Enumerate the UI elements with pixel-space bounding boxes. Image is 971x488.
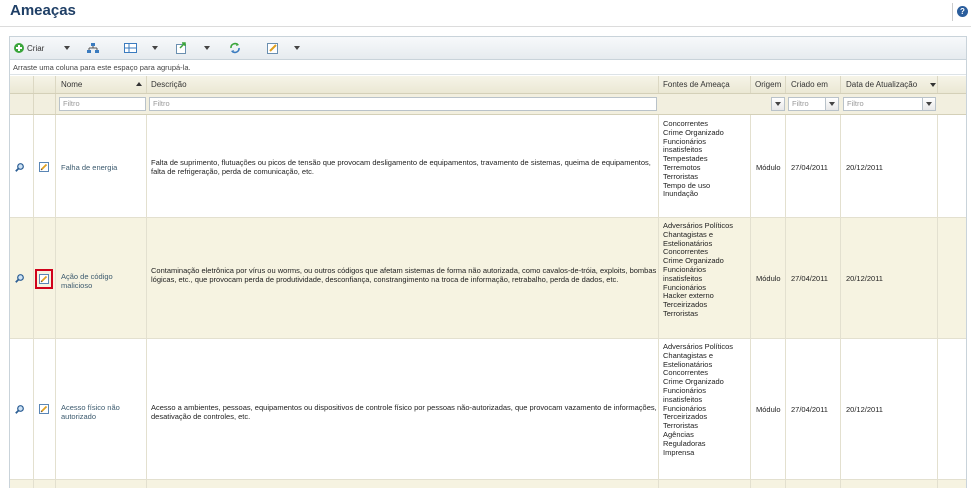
source-item: Terremotos — [663, 162, 701, 172]
source-item: Hacker externo — [663, 291, 714, 301]
create-button-label: Criar — [27, 43, 45, 53]
chevron-down-icon — [294, 46, 300, 50]
view-details-icon[interactable] — [15, 405, 24, 414]
create-dropdown-button[interactable] — [64, 41, 70, 55]
filter-edit-col — [34, 94, 56, 114]
chevron-down-icon — [64, 46, 70, 50]
threat-origin: Módulo — [756, 163, 781, 172]
created-date: 27/04/2011 — [791, 405, 828, 414]
columns-dropdown-button[interactable] — [152, 41, 158, 55]
source-item: Tempo de uso — [663, 180, 711, 190]
export-icon — [176, 42, 187, 54]
view-details-icon[interactable] — [15, 163, 24, 172]
source-item: insatisfeitos — [663, 394, 703, 404]
filter-nome-input[interactable]: Filtro — [59, 97, 146, 111]
threat-sources — [663, 343, 753, 457]
toolbar — [10, 37, 966, 60]
refresh-button[interactable] — [229, 41, 241, 55]
header-nome[interactable] — [56, 76, 147, 93]
source-item: Estelionatários — [663, 238, 713, 248]
group-by-area[interactable]: Arraste uma coluna para este espaço para agrupá-la. — [10, 60, 966, 75]
export-dropdown-button[interactable] — [204, 41, 210, 55]
updated-date: 20/12/2011 — [846, 163, 883, 172]
threat-origin: Módulo — [756, 405, 781, 414]
source-item: Terceirizados — [663, 412, 708, 422]
page-title: Ameaças — [10, 2, 76, 19]
sort-descending-icon — [930, 83, 936, 87]
threat-description: Contaminação eletrônica por vírus ou worms, ou outros códigos que afetam sistemas de forma não autorizada, como cavalos-de-tróia, exploits, bombas lógicas, etc., que provocam perda de produtividade, desconfiança, constrangimento na troca de informação, retrabalho, perda de dados, etc. — [151, 266, 657, 285]
source-item: Adversários Políticos — [663, 221, 734, 230]
chevron-down-icon — [829, 102, 835, 106]
threat-name: Falha de energia — [61, 163, 118, 172]
help-icon[interactable]: ? — [957, 6, 968, 17]
source-item: Crime Organizado — [663, 377, 724, 387]
source-item: Funcionários — [663, 136, 706, 146]
view-details-icon[interactable] — [15, 274, 24, 283]
threats-grid — [9, 36, 967, 488]
filter-atualizacao-input[interactable]: Filtro — [843, 97, 923, 111]
filter-criado-input[interactable]: Filtro — [788, 97, 826, 111]
created-date: 27/04/2011 — [791, 163, 828, 172]
source-item: Inundação — [663, 189, 699, 199]
header-atualizacao[interactable] — [841, 76, 938, 93]
source-item: Concorrentes — [663, 368, 709, 378]
header-origem[interactable] — [751, 76, 786, 93]
header-nome-label: Nome — [61, 80, 83, 89]
header-origem-label: Origem — [755, 80, 782, 89]
source-item: Concorrentes — [663, 119, 709, 128]
header-edit-col — [34, 76, 56, 93]
source-item: Terroristas — [663, 171, 699, 181]
page-header — [0, 0, 971, 27]
edit-icon[interactable] — [39, 162, 49, 172]
source-item: Terroristas — [663, 421, 699, 431]
source-item: Imprensa — [663, 447, 695, 457]
edit-dropdown-button[interactable] — [294, 41, 300, 55]
chevron-down-icon — [775, 102, 781, 106]
source-item: Chantagistas e — [663, 229, 714, 239]
source-item: Estelionatários — [663, 359, 713, 369]
sort-ascending-icon — [136, 82, 142, 86]
source-item: Crime Organizado — [663, 256, 724, 266]
threat-name: Acesso físico não autorizado — [61, 403, 120, 421]
filter-criado-dropdown[interactable] — [825, 97, 839, 111]
hierarchy-button[interactable] — [87, 41, 99, 55]
divider — [952, 3, 953, 21]
header-criado-label: Criado em — [791, 80, 828, 89]
edit-icon — [267, 43, 279, 54]
source-item: Chantagistas e — [663, 350, 714, 360]
edit-columns-button[interactable] — [267, 41, 279, 55]
threat-description: Acesso a ambientes, pessoas, equipamentos ou dispositivos de controle físico por pessoas não-autorizadas, que provocam vazamento de informações, desativação de controles, etc. — [151, 403, 657, 422]
header-descricao[interactable] — [147, 76, 659, 93]
threat-sources — [663, 120, 753, 199]
header-view-col — [10, 76, 34, 93]
chevron-down-icon — [152, 46, 158, 50]
source-item: Terceirizados — [663, 300, 708, 310]
filter-atualizacao-dropdown[interactable] — [922, 97, 936, 111]
add-icon — [14, 43, 24, 53]
threat-name: Ação de código malicioso — [61, 272, 113, 290]
table-row[interactable] — [10, 339, 966, 480]
source-item: Concorrentes — [663, 247, 709, 257]
source-item: Adversários Políticos — [663, 342, 734, 351]
filter-descricao-input[interactable]: Filtro — [149, 97, 657, 111]
source-item: Terroristas — [663, 308, 699, 318]
source-item: Crime Organizado — [663, 127, 724, 137]
source-item: Funcionários — [663, 385, 706, 395]
source-item: Tempestades — [663, 154, 708, 164]
header-atualizacao-label: Data de Atualização — [846, 80, 918, 89]
header-fontes-label: Fontes de Ameaça — [663, 80, 730, 89]
edit-icon[interactable] — [39, 274, 49, 284]
header-descricao-label: Descrição — [151, 80, 187, 89]
source-item: Reguladoras — [663, 438, 706, 448]
create-button[interactable] — [14, 41, 44, 55]
source-item: Funcionários — [663, 264, 706, 274]
columns-button[interactable] — [124, 41, 137, 55]
filter-row — [10, 94, 966, 115]
filter-view-col — [10, 94, 34, 114]
filter-origem-dropdown[interactable] — [771, 97, 785, 111]
created-date: 27/04/2011 — [791, 274, 828, 283]
header-criado[interactable] — [786, 76, 841, 93]
chevron-down-icon — [204, 46, 210, 50]
threat-sources — [663, 222, 753, 319]
threat-description: Falta de suprimento, flutuações ou picos de tensão que provocam desligamento de equipamentos, travamento de sistemas, queima de equipamentos, falta de refrigeração, perda de comunicação, etc. — [151, 158, 651, 177]
edit-icon[interactable] — [39, 404, 49, 414]
header-fontes[interactable] — [659, 76, 751, 93]
export-button[interactable] — [176, 41, 187, 55]
source-item: Funcionários — [663, 403, 706, 413]
updated-date: 20/12/2011 — [846, 405, 883, 414]
table-row[interactable] — [10, 115, 966, 218]
columns-icon — [124, 43, 137, 53]
source-item: Funcionários — [663, 282, 706, 292]
source-item: Agências — [663, 429, 694, 439]
hierarchy-icon — [87, 43, 99, 54]
source-item: insatisfeitos — [663, 145, 703, 155]
source-item: insatisfeitos — [663, 273, 703, 283]
threat-origin: Módulo — [756, 274, 781, 283]
refresh-icon — [229, 42, 241, 54]
chevron-down-icon — [926, 102, 932, 106]
table-row[interactable] — [10, 218, 966, 339]
column-headers — [10, 76, 966, 94]
updated-date: 20/12/2011 — [846, 274, 883, 283]
